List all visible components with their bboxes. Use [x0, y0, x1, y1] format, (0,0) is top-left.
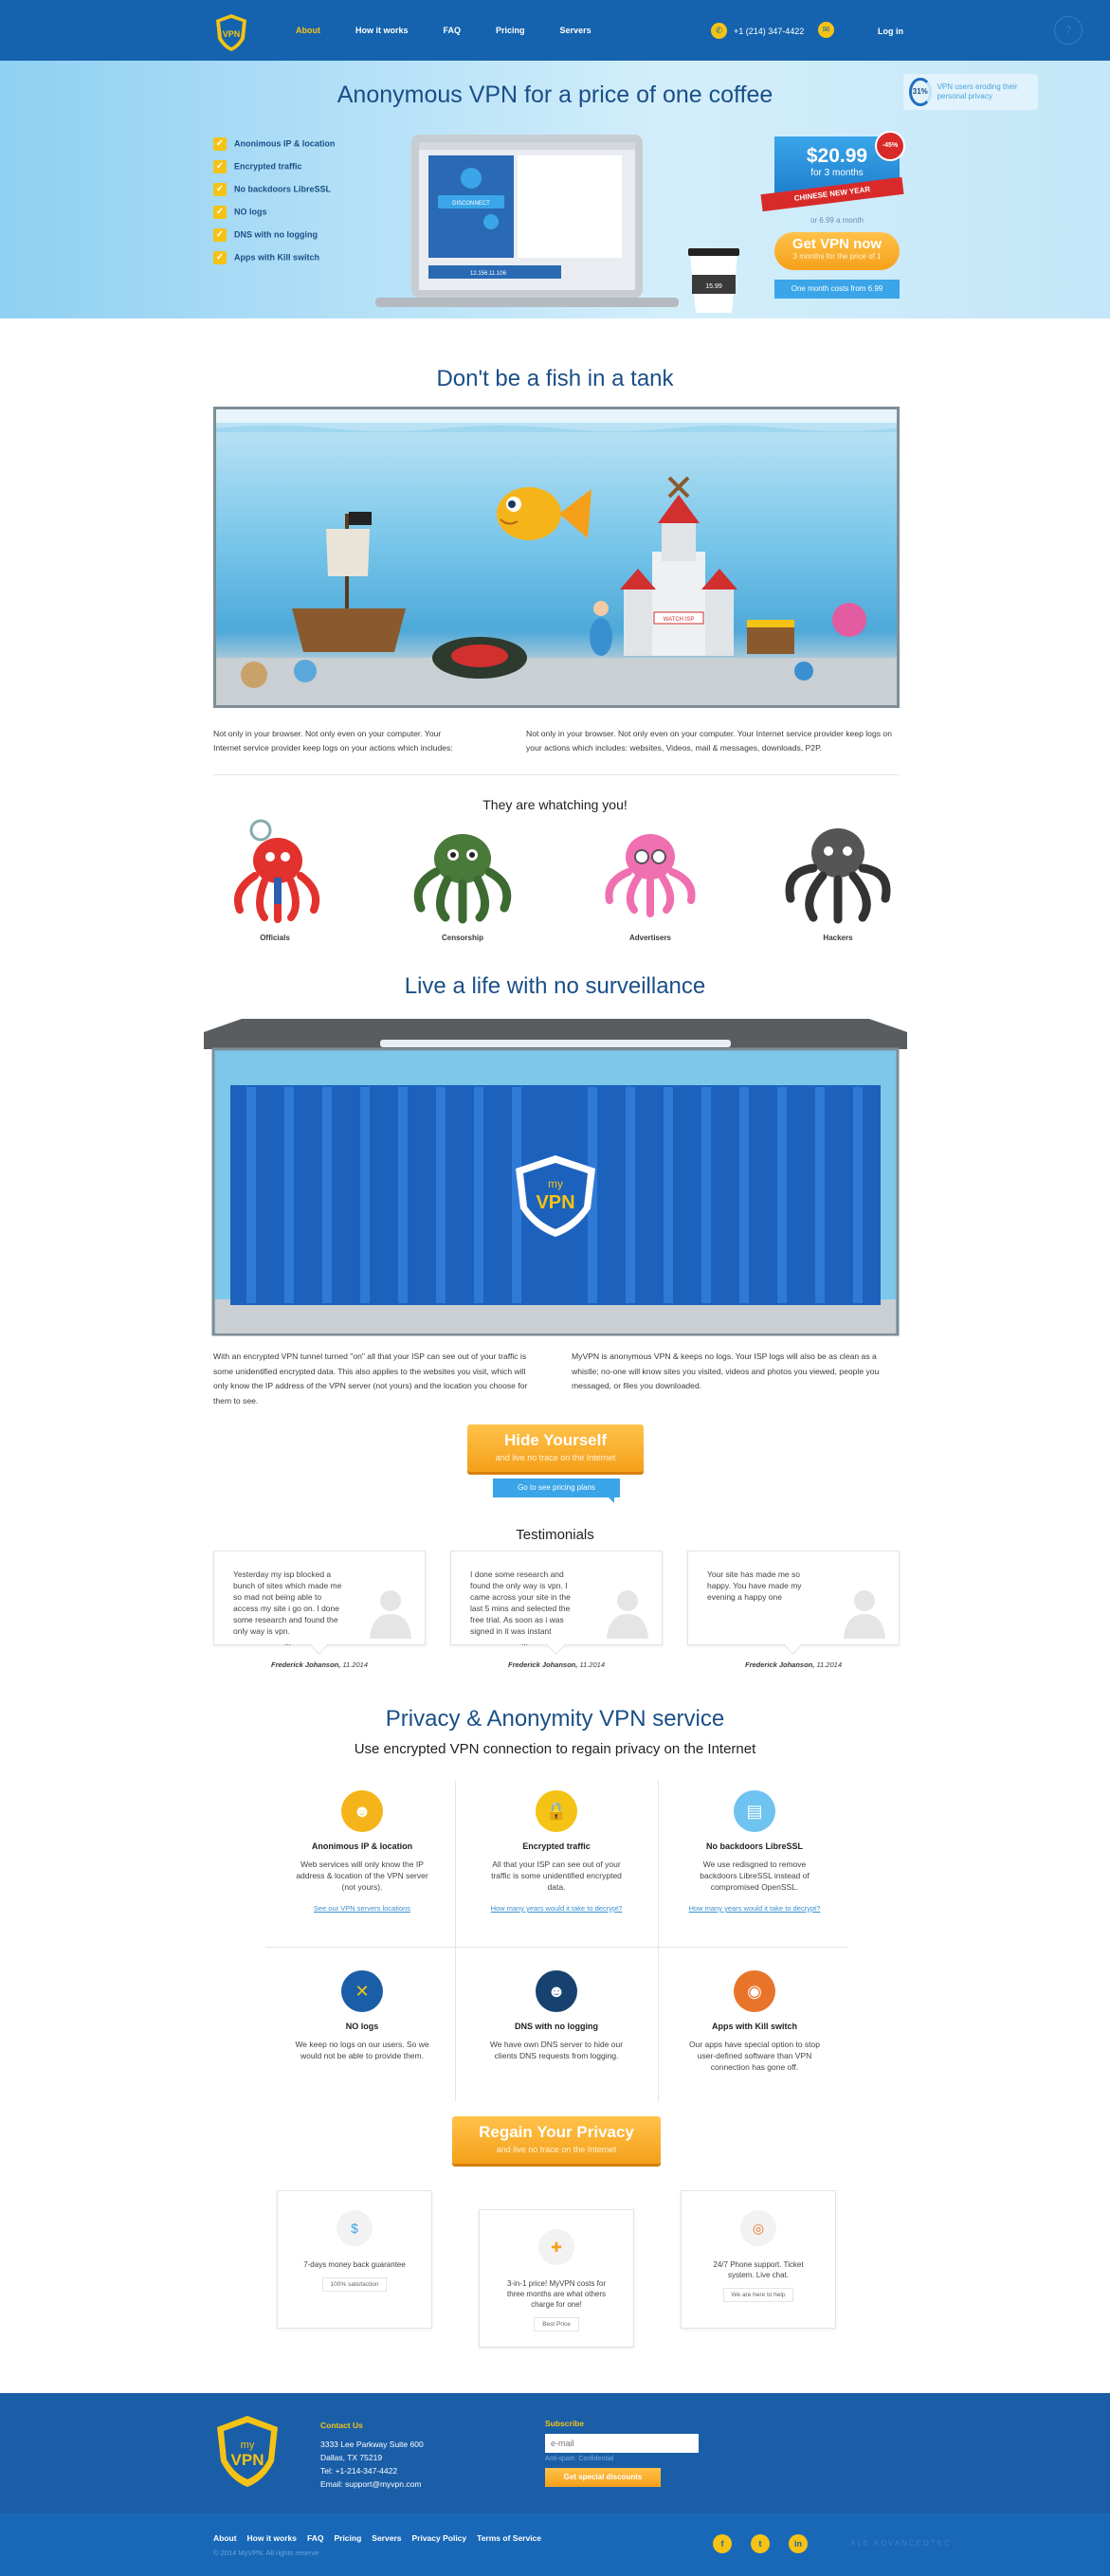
testimonial-author: Frederick Johanson, 11.2014: [744, 1660, 842, 1669]
aquarium-scene: [216, 409, 897, 705]
price-tag-icon: ✚: [538, 2229, 574, 2265]
feature-item: ✓ Apps with Kill switch: [213, 251, 335, 274]
avatar-silhouette-icon: [366, 1584, 415, 1639]
feature-text: All that your ISP can see out of your traffic is some unidentified encrypted data.: [491, 1859, 622, 1892]
skype-bubble-icon: [294, 660, 317, 682]
privacy-subtitle: Use encrypted VPN connection to regain privacy on the Internet: [354, 1741, 756, 1757]
regain-privacy-button[interactable]: [452, 2116, 661, 2164]
live-text-columns: [213, 1350, 900, 1408]
feature-title: DNS with no logging: [515, 2022, 598, 2031]
dns-mask-icon: ☻: [536, 1970, 577, 2012]
feature-no-logs: [265, 1970, 459, 2122]
pricing-plans-link[interactable]: Go to see pricing plans: [493, 1478, 620, 1497]
subscribe-email-input[interactable]: [545, 2434, 699, 2453]
check-icon: ✓: [213, 206, 227, 219]
avatar-silhouette-icon: [840, 1584, 889, 1639]
feature-kill-switch: [658, 1970, 851, 2122]
fish-section-title: Don't be a fish in a tank: [436, 366, 674, 391]
avatar-silhouette-icon: [603, 1584, 652, 1639]
footer-nav-servers[interactable]: Servers: [372, 2533, 402, 2543]
contact-title: Contact Us: [320, 2421, 363, 2430]
check-icon: ✓: [213, 251, 227, 264]
main-nav: [296, 26, 627, 35]
feature-item: ✓ DNS with no logging: [213, 228, 335, 251]
login-link[interactable]: Log in: [878, 27, 903, 36]
testimonial-bubble: [450, 1551, 663, 1645]
monthly-price-text: or 6.99 a month: [810, 216, 864, 225]
coffee-cup-icon: [684, 246, 743, 315]
phone-icon: ✆: [711, 23, 727, 39]
screen-ip: 12.156.11.106: [470, 271, 506, 277]
youtube-icon: [794, 662, 813, 680]
document-icon: ▤: [734, 1790, 775, 1832]
fish-text-columns: [213, 727, 900, 755]
testimonial-card: [687, 1551, 900, 1669]
guarantee-text: 3-in-1 price! MyVPN costs for three months are what others charge for one!: [506, 2279, 607, 2309]
phone-contact[interactable]: [711, 23, 804, 39]
feature-link[interactable]: How many years would it take to decrypt?: [490, 1904, 623, 1913]
testimonials-row: [213, 1551, 900, 1669]
fish-tank-illustration: [213, 407, 900, 708]
hide-yourself-sublabel: and live no trace on the Internet: [495, 1453, 616, 1462]
divider: [265, 1947, 847, 1948]
feature-text: We use redisgned to remove backdoors LibreSSL instead of compromised OpenSSL.: [700, 1859, 810, 1892]
footer-logo-text: VPN: [230, 2451, 264, 2469]
castle-sign: WATCH ISP: [663, 617, 695, 623]
mermaid-icon: [590, 601, 612, 656]
testimonial-bubble: [687, 1551, 900, 1645]
footer-nav-how-it-works[interactable]: How it works: [246, 2533, 297, 2543]
watcher-hackers: [776, 815, 900, 942]
watcher-censorship: [401, 815, 524, 942]
subscribe-title: Subscribe: [545, 2419, 585, 2428]
testimonial-bubble: [213, 1551, 426, 1645]
stat-badge: [903, 74, 1038, 110]
feature-text: Web services will only know the IP address & location of the VPN server (not yours).: [296, 1859, 428, 1892]
curtain-tank-illustration: [204, 1019, 907, 1336]
treasure-chest-icon: [747, 620, 794, 654]
get-vpn-label: Get VPN now: [792, 236, 883, 252]
footer-nav: [213, 2533, 552, 2543]
feature-item: ✓ Encrypted traffic: [213, 160, 335, 183]
footer-bar: [0, 2513, 1110, 2576]
subscribe-hint: Anti-spam. Confidential: [545, 2456, 614, 2462]
guarantee-support: [681, 2190, 836, 2329]
footer-nav-privacy-policy[interactable]: Privacy Policy: [411, 2533, 467, 2543]
facebook-icon[interactable]: f: [713, 2534, 732, 2553]
feature-title: Encrypted traffic: [522, 1841, 591, 1851]
guarantee-badge: 100% satisfaction: [322, 2277, 388, 2292]
screen-disconnect-label: DISCONNECT: [452, 201, 490, 207]
copyright: © 2014 MyVPN. All rights reserve: [213, 2549, 319, 2557]
watchers-row: [213, 815, 900, 942]
feature-encrypted-traffic: [460, 1790, 653, 1942]
roulette-icon: [432, 637, 527, 679]
feature-no-backdoors: [658, 1790, 851, 1942]
footer-phone[interactable]: Tel: +1-214-347-4422: [320, 2466, 398, 2476]
feature-title: NO logs: [345, 2022, 379, 2031]
footer: [0, 2393, 1110, 2576]
hero-title: Anonymous VPN for a price of one coffee: [337, 82, 773, 108]
footer-nav-pricing[interactable]: Pricing: [334, 2533, 362, 2543]
subscribe-button[interactable]: Get special discounts: [545, 2468, 661, 2487]
privacy-section-title: Privacy & Anonymity VPN service: [385, 1706, 725, 1732]
testimonial-card: [450, 1551, 663, 1669]
nav-faq[interactable]: FAQ: [443, 26, 462, 35]
feature-item: ✓ No backdoors LibreSSL: [213, 183, 335, 206]
watcher-label: Hackers: [823, 934, 853, 942]
live-text-right: MyVPN is anonymous VPN & keeps no logs. Your ISP logs will also be as clean as a whistle; no-one will know sites you visited, videos and photos you viewed, people you messaged, or files you downloaded.: [572, 1351, 880, 1390]
cup-text: 15.99: [705, 283, 722, 290]
help-icon[interactable]: ?: [1054, 16, 1083, 45]
nav-how-it-works[interactable]: How it works: [355, 26, 409, 35]
price-box: [774, 136, 900, 299]
address-line: Dallas, TX 75219: [320, 2453, 383, 2462]
stat-text: VPN users eroding their personal privacy: [937, 82, 1018, 100]
facebook-coin-icon: [241, 662, 267, 688]
testimonial-card: [213, 1551, 426, 1669]
lifebuoy-icon: ◎: [740, 2210, 776, 2246]
feature-anonymous-ip: [265, 1790, 459, 1942]
feature-title: No backdoors LibreSSL: [705, 1841, 804, 1851]
linkedin-icon[interactable]: in: [789, 2534, 808, 2553]
watching-title: They are whatching you!: [482, 797, 628, 812]
watcher-label: Officials: [260, 934, 290, 942]
testimonial-more[interactable]: ...: [520, 1638, 529, 1647]
guarantee-badge: Best Price: [534, 2317, 579, 2331]
fish-text-right: Not only in your browser. Not only even on your computer. Your Internet service provider keep logs on your actions which includes: websites, Videos, mail & messages, downloads, P2P.: [526, 729, 892, 753]
green-octopus-icon: [406, 815, 519, 927]
live-text-left: With an encrypted VPN tunnel turned "on" all that your ISP can see out of your traffic is some unidentified encrypted data. This also applies to the websites you visit, which will only know the IP address of the VPN server (not yours) and the location you choose for them to see.: [213, 1351, 528, 1406]
feature-text: Our apps have special option to stop user-defined software than VPN connection has gone off.: [689, 2040, 820, 2072]
check-icon: ✓: [213, 228, 227, 242]
pink-octopus-icon: [598, 815, 702, 927]
feature-dns: [460, 1970, 653, 2122]
curtain-logo-small: my: [548, 1177, 563, 1190]
footer-nav-about[interactable]: About: [213, 2533, 237, 2543]
toggle-switch-icon: ◉: [734, 1970, 775, 2012]
watcher-advertisers: [589, 815, 712, 942]
lock-icon: 🔒: [536, 1790, 577, 1832]
feature-item: ✓ NO logs: [213, 206, 335, 228]
testimonial-text: Your site has made me so happy. You have made my evening a happy one: [707, 1569, 802, 1602]
guarantees-row: [277, 2190, 836, 2331]
hero: [0, 61, 1110, 318]
social-links: [713, 2534, 808, 2553]
hide-yourself-label: Hide Yourself: [503, 1431, 607, 1449]
made-by-credit[interactable]: ALE ADVANCEDTEC: [850, 2539, 952, 2548]
red-octopus-icon: [223, 815, 327, 927]
no-logs-icon: ✕: [341, 1970, 383, 2012]
guarantee-text: 24/7 Phone support. Ticket system. Live chat.: [713, 2260, 804, 2279]
testimonial-text: Yesterday my isp blocked a bunch of sites which made me so mad not being able to access my site i go on. I done some research and found the only way is vpn.: [233, 1569, 342, 1636]
logo-text: VPN: [222, 29, 241, 39]
gray-octopus-icon: [781, 815, 895, 927]
nav-pricing[interactable]: Pricing: [496, 26, 525, 35]
goldfish-icon: [497, 487, 591, 540]
laptop-illustration: [375, 133, 679, 318]
twitter-icon[interactable]: t: [751, 2534, 770, 2553]
address-line: 3333 Lee Parkway Suite 600: [320, 2440, 424, 2449]
footer-logo-shield-icon[interactable]: [213, 2414, 282, 2488]
live-section-title: Live a life with no surveillance: [404, 973, 706, 999]
feature-title: Apps with Kill switch: [711, 2022, 797, 2031]
watcher-label: Censorship: [441, 934, 483, 942]
get-vpn-sublabel: 3 months for the price of 1: [792, 252, 882, 261]
guarantee-badge: We are here to help: [723, 2288, 794, 2302]
footer-nav-terms[interactable]: Terms of Service: [477, 2533, 542, 2543]
feature-link[interactable]: See our VPN servers locations: [313, 1904, 411, 1913]
contact-block: [320, 2419, 424, 2491]
testimonial-author: Frederick Johanson, 11.2014: [270, 1660, 368, 1669]
check-icon: ✓: [213, 137, 227, 151]
feature-item: ✓ Anonimous IP & location: [213, 137, 335, 160]
shield-dollar-icon: $: [337, 2210, 373, 2246]
phone-number: +1 (214) 347-4422: [734, 26, 805, 36]
one-month-link[interactable]: One month costs from 6.99: [774, 280, 900, 299]
divider: [213, 774, 900, 775]
footer-logo-small: my: [240, 2440, 255, 2451]
price-period: for 3 months: [810, 168, 864, 178]
get-vpn-button[interactable]: [774, 232, 900, 270]
coral-icon: [832, 603, 866, 637]
watcher-officials: [213, 815, 337, 942]
logo-shield-icon[interactable]: [213, 12, 249, 52]
curtain-scene: [204, 1019, 907, 1336]
footer-email[interactable]: Email: support@myvpn.com: [320, 2479, 422, 2489]
header: [0, 0, 1110, 61]
testimonials-title: Testimonials: [516, 1527, 594, 1543]
hide-yourself-button[interactable]: [467, 1424, 644, 1472]
footer-nav-faq[interactable]: FAQ: [306, 2533, 324, 2543]
guarantee-text: 7-days money back guarantee: [303, 2260, 406, 2269]
testimonial-text: I done some research and found the only way is vpn. I came across your site in the last 5 mins and selected the free trial. As soon as i was signed in it was instant: [470, 1569, 571, 1636]
features-grid: [265, 1781, 847, 2101]
pirate-ship-icon: [292, 512, 406, 652]
discount-stamp: -45%: [875, 131, 905, 161]
stat-percent: 31%: [909, 78, 932, 106]
promo-ribbon: CHINESE NEW YEAR: [760, 177, 903, 211]
guarantee-money-back: [277, 2190, 432, 2329]
fish-text-left: Not only in your browser. Not only even on your computer. Your Internet service provider keep logs on your actions which includes:: [213, 729, 453, 753]
castle-icon: [620, 478, 737, 656]
testimonial-more[interactable]: ...: [283, 1638, 292, 1647]
guarantee-best-price: [479, 2209, 634, 2348]
testimonial-author: Frederick Johanson, 11.2014: [507, 1660, 605, 1669]
feature-link[interactable]: How many years would it take to decrypt?: [688, 1904, 821, 1913]
feature-text: We keep no logs on our users. So we would not be able to provide them.: [295, 2040, 429, 2060]
mask-icon: ☻: [341, 1790, 383, 1832]
check-icon: ✓: [213, 160, 227, 173]
price-value: $20.99: [806, 145, 868, 167]
curtain-logo: VPN: [536, 1192, 575, 1213]
check-icon: ✓: [213, 183, 227, 196]
feature-text: We have own DNS server to hide our clients DNS requests from logging.: [489, 2040, 624, 2060]
mail-icon[interactable]: ✉: [818, 22, 834, 38]
feature-title: Anonimous IP & location: [311, 1841, 413, 1851]
nav-about[interactable]: About: [296, 26, 320, 35]
nav-servers[interactable]: Servers: [559, 26, 591, 35]
regain-privacy-sublabel: and live no trace on the Internet: [496, 2145, 617, 2154]
subscribe-block: [545, 2419, 699, 2487]
watcher-label: Advertisers: [628, 934, 672, 942]
feature-list: [213, 137, 335, 274]
regain-privacy-label: Regain Your Privacy: [479, 2123, 634, 2141]
